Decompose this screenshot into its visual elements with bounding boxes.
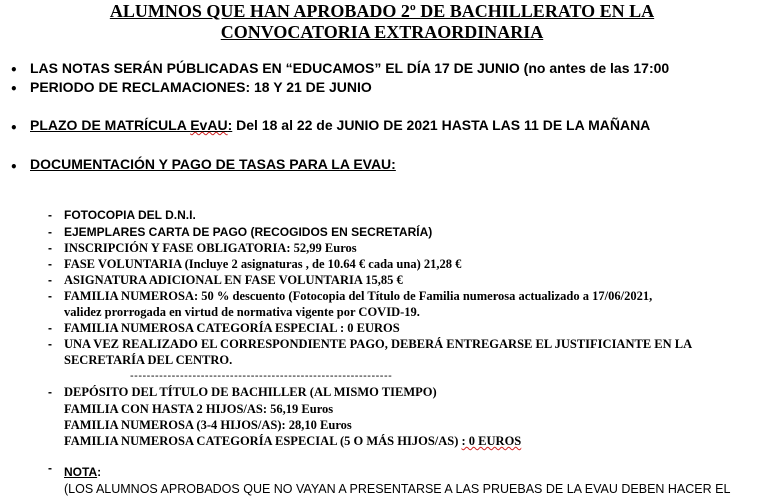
bullet-icon: • [10, 63, 18, 77]
doc-pago-line-1: UNA VEZ REALIZADO EL CORRESPONDIENTE PAGO, DEBERÁ ENTREGARSE EL JUSTIFICIANTE EN LA [64, 337, 693, 351]
doc-voluntaria: FASE VOLUNTARIA (Incluye 2 asignaturas , de 10.64 € cada una) 21,28 € [64, 257, 462, 271]
notas-line: LAS NOTAS SERÁN PÚBLICADAS EN “EDUCAMOS” EL DÍA 17 DE JUNIO (no antes de las 17:00 [30, 60, 670, 76]
deposito-especial [64, 434, 521, 449]
title-line-2: CONVOCATORIA EXTRAORDINARIA [220, 22, 544, 42]
doc-numerosa-line-2: validez prorrogada en virtud de normativa vigente por COVID-19. [64, 305, 420, 319]
nota-colon: : [97, 465, 102, 479]
plazo-colon: : [227, 117, 233, 133]
title-line-1: ALUMNOS QUE HAN APROBADO 2º DE BACHILLERATO EN LA [109, 1, 655, 21]
doc-adicional: ASIGNATURA ADICIONAL EN FASE VOLUNTARIA 15,85 € [64, 273, 403, 287]
doc-numerosa-line-1: FAMILIA NUMEROSA: 50 % descuento (Fotocopia del Título de Familia numerosa actualizado a 17/06/2021, [64, 289, 653, 303]
dash-marker: - [48, 321, 52, 335]
deposito-heading: DEPÓSITO DEL TÍTULO DE BACHILLER (AL MISMO TIEMPO) [64, 385, 437, 399]
separator-line: --------------------------------------------------------------- [130, 370, 393, 382]
dash-marker: - [48, 385, 52, 399]
dash-marker: - [48, 257, 52, 271]
doc-fotocopia: FOTOCOPIA DEL D.N.I. [64, 208, 196, 222]
bullet-icon: • [10, 82, 18, 96]
dash-marker: - [48, 241, 52, 255]
dash-marker: - [48, 337, 52, 351]
plazo-label-text: PLAZO DE MATRÍCULA [30, 117, 191, 133]
documentacion-heading: DOCUMENTACIÓN Y PAGO DE TASAS PARA LA EVAU: [30, 156, 396, 172]
dash-marker: - [48, 273, 52, 287]
deposito-especial-text: FAMILIA NUMEROSA CATEGORÍA ESPECIAL (5 O MÁS HIJOS/AS) [64, 434, 462, 448]
deposito-3-4-hijos: FAMILIA NUMEROSA (3-4 HIJOS/AS): 28,10 Euros [64, 418, 352, 432]
nota-label [64, 465, 101, 479]
dash-marker: - [48, 208, 52, 222]
deposito-especial-value: : 0 EUROS [461, 434, 522, 448]
nota-label-text: NOTA [64, 465, 98, 479]
dash-marker: - [48, 461, 52, 475]
nota-text: (LOS ALUMNOS APROBADOS QUE NO VAYAN A PRESENTARSE A LAS PRUEBAS DE LA EVAU DEBEN HACER EL [64, 482, 731, 496]
plazo-value: Del 18 al 22 de JUNIO DE 2021 HASTA LAS 11 DE LA MAÑANA [232, 117, 651, 133]
deposito-hasta-2: FAMILIA CON HASTA 2 HIJOS/AS: 56,19 Euros [64, 402, 334, 416]
doc-inscripcion: INSCRIPCIÓN Y FASE OBLIGATORIA: 52,99 Euros [64, 241, 357, 255]
doc-pago-line-2: SECRETARÍA DEL CENTRO. [64, 353, 233, 367]
dash-marker: - [48, 289, 52, 303]
doc-ejemplares: EJEMPLARES CARTA DE PAGO (RECOGIDOS EN SECRETARÍA) [64, 225, 433, 239]
plazo-line [30, 117, 650, 133]
bullet-icon: • [10, 160, 18, 174]
plazo-label [30, 117, 232, 133]
doc-especial: FAMILIA NUMEROSA CATEGORÍA ESPECIAL : 0 EUROS [64, 321, 400, 335]
bullet-icon: • [10, 121, 18, 135]
reclamaciones-line: PERIODO DE RECLAMACIONES: 18 Y 21 DE JUNIO [30, 79, 372, 95]
dash-marker: - [48, 225, 52, 239]
evau-word: EvAU [190, 117, 228, 133]
